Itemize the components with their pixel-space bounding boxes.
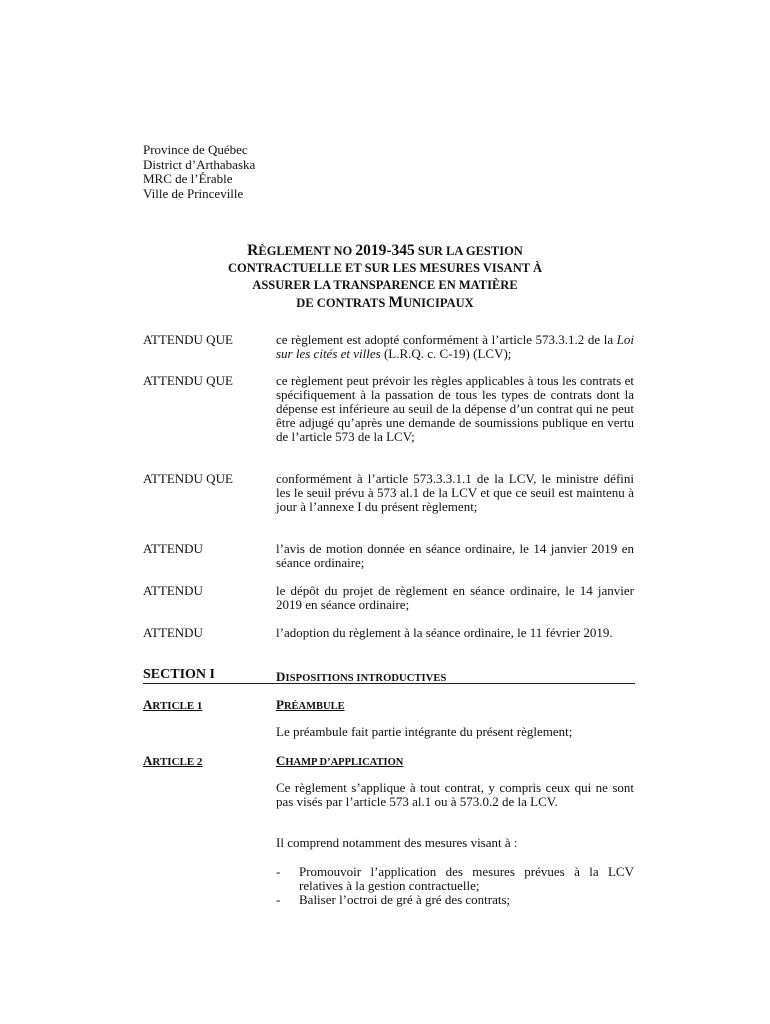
- bullet-text: Baliser l’octroi de gré à gré des contrats;: [299, 892, 511, 907]
- title-line-1: RÈGLEMENT NO 2019-345 SUR LA GESTION: [247, 242, 523, 259]
- document-title: [140, 242, 630, 312]
- title-line-3: ASSURER LA TRANSPARENCE EN MATIÈRE: [252, 278, 518, 292]
- article-1-label: ARTICLE 1: [143, 697, 203, 712]
- recital-label: ATTENDU: [143, 541, 203, 556]
- section-title: DISPOSITIONS INTRODUCTIVES: [276, 669, 447, 684]
- recital-text: conformément à l’article 573.3.3.1.1 de la LCV, le ministre défini les le seuil prévu à 573 al.1 de la LCV et que ce seuil est maintenu à jour à l’annexe I du présent règlement;: [276, 471, 634, 514]
- recital-label: ATTENDU QUE: [143, 373, 233, 388]
- title-line-2: CONTRACTUELLE ET SUR LES MESURES VISANT À: [228, 261, 542, 275]
- title-line-4: DE CONTRATS MUNICIPAUX: [296, 294, 474, 311]
- recital-label: ATTENDU QUE: [143, 471, 233, 486]
- article-2-paragraph-2: Il comprend notamment des mesures visant à :: [276, 835, 518, 850]
- header-mrc: MRC de l’Érable: [143, 171, 233, 186]
- article-2-paragraph-1: Ce règlement s’applique à tout contrat, y compris ceux qui ne sont pas visés par l’article 573 al.1 ou à 573.0.2 de la LCV.: [276, 780, 634, 809]
- section-label: SECTION I: [143, 667, 215, 682]
- article-1-paragraph: Le préambule fait partie intégrante du présent règlement;: [276, 724, 573, 739]
- article-1-title: PRÉAMBULE: [276, 697, 345, 712]
- header-province: Province de Québec: [143, 142, 248, 157]
- recital-label: ATTENDU: [143, 583, 203, 598]
- section-heading: [143, 667, 635, 684]
- bullet-dash: -: [276, 892, 281, 907]
- recital-text: l’avis de motion donnée en séance ordinaire, le 14 janvier 2019 en séance ordinaire;: [276, 541, 634, 570]
- recital-label: ATTENDU QUE: [143, 332, 233, 347]
- recital-text: ce règlement peut prévoir les règles applicables à tous les contrats et spécifiquement à la passation de tous les types de contrats dont la dépense est inférieure au seuil de la dépense d’un contrat qui ne peut être adjugé qu’après une demande de soumissions publique en vertu de l’article 573 de la LCV;: [276, 373, 634, 444]
- recital-text: l’adoption du règlement à la séance ordinaire, le 11 février 2019.: [276, 625, 613, 640]
- recital-label: ATTENDU: [143, 625, 203, 640]
- header-district: District d’Arthabaska: [143, 156, 256, 172]
- article-2-label: ARTICLE 2: [143, 753, 203, 768]
- recital-text: le dépôt du projet de règlement en séance ordinaire, le 14 janvier 2019 en séance ordinaire;: [276, 583, 634, 612]
- header-ville: Ville de Princeville: [143, 185, 244, 201]
- bullet-text: Promouvoir l’application des mesures prévues à la LCV relatives à la gestion contractuelle;: [299, 864, 634, 893]
- article-2-title: CHAMP D’APPLICATION: [276, 753, 404, 768]
- document-header: [143, 143, 255, 201]
- bullet-dash: -: [276, 864, 281, 879]
- recital-text: ce règlement est adopté conformément à l’article 573.3.1.2 de la Loi sur les cités et villes (L.R.Q. c. C-19) (LCV);: [276, 332, 634, 361]
